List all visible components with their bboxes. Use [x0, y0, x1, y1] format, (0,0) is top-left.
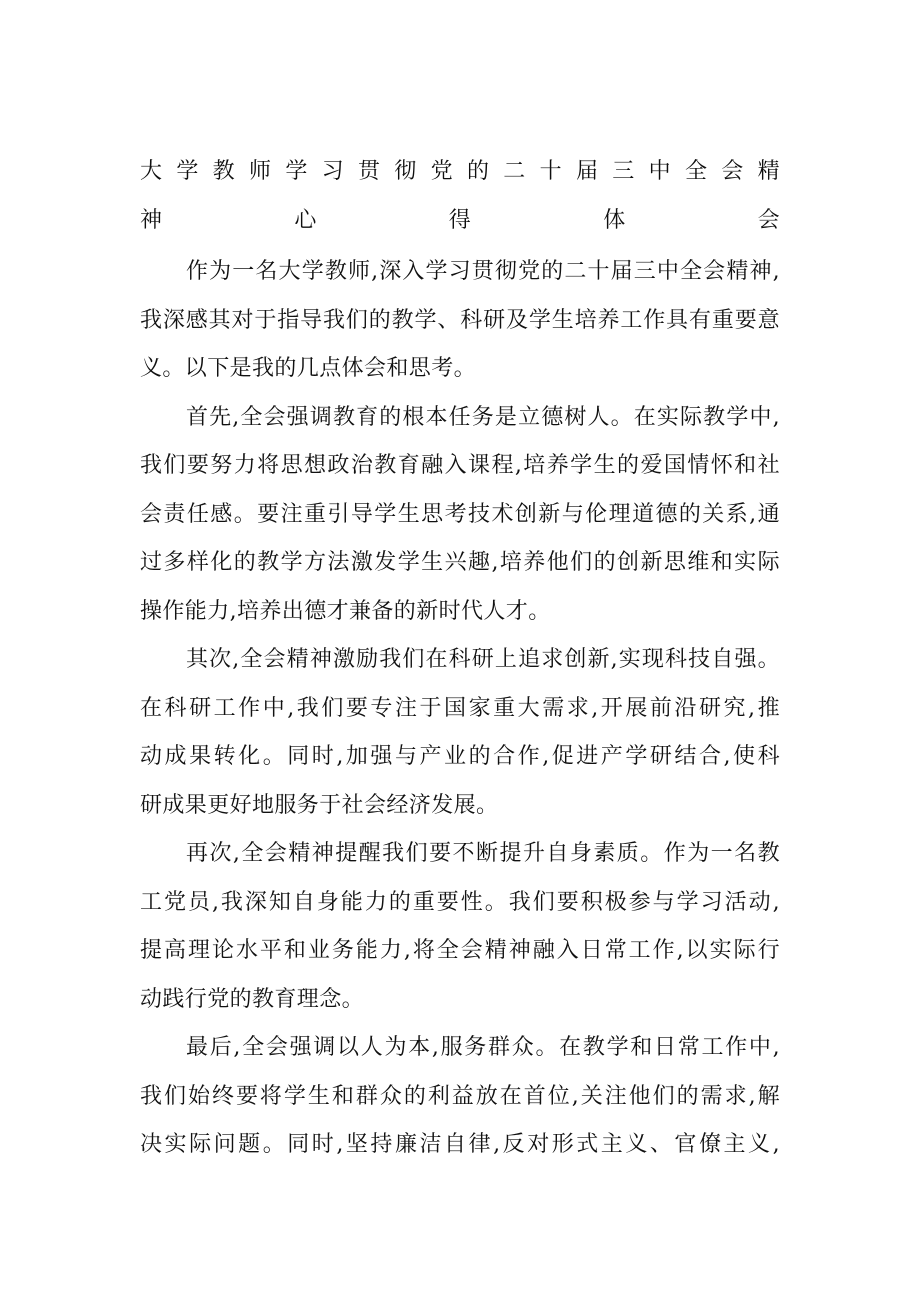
text-line: 会责任感。要注重引导学生思考技术创新与伦理道德的关系,通 — [140, 501, 780, 527]
paragraph-intro — [140, 248, 780, 394]
document-title — [140, 148, 780, 245]
title-line: 大学教师学习贯彻党的二十届三中全会精 — [140, 159, 780, 185]
paragraph-third — [140, 830, 780, 1024]
text-line: 工党员,我深知自身能力的重要性。我们要积极参与学习活动, — [140, 889, 780, 915]
text-line: 最后,全会强调以人为本,服务群众。在教学和日常工作中, — [186, 1035, 780, 1060]
paragraph-fourth — [140, 1024, 780, 1170]
title-line: 神心得体会 — [140, 207, 780, 233]
text-line: 动成果转化。同时,加强与产业的合作,促进产学研结合,使科 — [140, 744, 780, 769]
text-line: 我深感其对于指导我们的教学、科研及学生培养工作具有重要意 — [140, 307, 780, 333]
text-line: 作为一名大学教师,深入学习贯彻党的二十届三中全会精神, — [186, 259, 780, 284]
text-line: 再次,全会精神提醒我们要不断提升自身素质。作为一名教 — [186, 841, 780, 866]
text-line: 其次,全会精神激励我们在科研上追求创新,实现科技自强。 — [186, 647, 780, 672]
paragraph-second — [140, 636, 780, 830]
text-line: 在科研工作中,我们要专注于国家重大需求,开展前沿研究,推 — [140, 695, 780, 721]
text-line: 首先,全会强调教育的根本任务是立德树人。在实际教学中, — [186, 404, 780, 430]
text-line: 提高理论水平和业务能力,将全会精神融入日常工作,以实际行 — [140, 938, 780, 963]
text-line: 我们始终要将学生和群众的利益放在首位,关注他们的需求,解 — [140, 1083, 780, 1109]
text-line: 操作能力,培养出德才兼备的新时代人才。 — [140, 598, 551, 624]
text-line: 我们要努力将思想政治教育融入课程,培养学生的爱国情怀和社 — [140, 453, 780, 478]
paragraph-first — [140, 394, 780, 637]
text-line: 义。以下是我的几点体会和思考。 — [140, 356, 477, 381]
text-line: 决实际问题。同时,坚持廉洁自律,反对形式主义、官僚主义, — [140, 1132, 780, 1157]
document-body — [140, 248, 780, 1170]
text-line: 动践行党的教育理念。 — [140, 986, 365, 1012]
text-line: 过多样化的教学方法激发学生兴趣,培养他们的创新思维和实际 — [140, 550, 780, 575]
text-line: 研成果更好地服务于社会经济发展。 — [140, 792, 499, 818]
